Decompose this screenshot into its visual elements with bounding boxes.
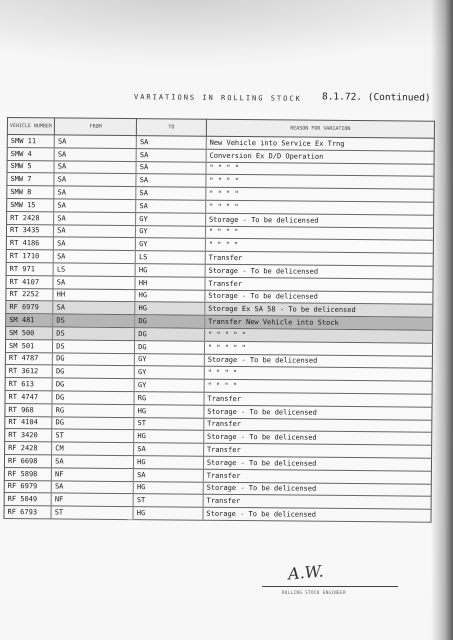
cell-to: ST: [134, 417, 204, 430]
cell-reason: " " " ": [205, 239, 433, 254]
cell-from: SA: [54, 148, 136, 162]
cell-reason: " " " ": [204, 367, 432, 382]
cell-vehicle: RF 2428: [5, 442, 52, 455]
cell-to: GY: [134, 366, 204, 379]
column-header-to: TO: [137, 119, 207, 137]
cell-vehicle: SMW 4: [7, 147, 54, 160]
cell-vehicle: SM 501: [5, 339, 52, 352]
cell-vehicle: RT 3435: [6, 224, 53, 237]
cell-reason: " " " ": [206, 162, 434, 177]
cell-reason: Transfer: [205, 277, 433, 292]
cell-from: SA: [54, 135, 136, 149]
cell-to: HH: [135, 276, 205, 289]
cell-to: SA: [134, 443, 204, 456]
column-header-reason: REASON FOR VARIATION: [206, 119, 434, 138]
cell-reason: Conversion Ex D/D Operation: [206, 149, 434, 164]
cell-to: HG: [134, 456, 204, 469]
cell-reason: Storage - To be delicensed: [204, 354, 432, 369]
cell-vehicle: RT 971: [6, 262, 53, 275]
cell-reason: Storage Ex SA 58 - To be delicensed: [205, 303, 433, 318]
cell-from: HH: [53, 288, 135, 302]
cell-vehicle: RT 968: [5, 403, 52, 416]
cell-vehicle: RT 1710: [6, 250, 53, 263]
cell-vehicle: RT 613: [5, 378, 52, 391]
cell-reason: Storage - To be delicensed: [204, 431, 432, 446]
cell-from: RG: [52, 404, 134, 418]
rolling-stock-table: [3, 117, 434, 523]
cell-reason: Transfer: [203, 469, 431, 484]
cell-vehicle: RF 6979: [4, 480, 51, 493]
cell-from: SA: [54, 173, 136, 187]
cell-to: SA: [136, 161, 206, 174]
cell-from: DG: [53, 352, 135, 366]
cell-from: SA: [53, 301, 135, 315]
cell-vehicle: RT 3612: [5, 365, 52, 378]
cell-reason: Storage - To be delicensed: [203, 456, 431, 471]
cell-to: DG: [135, 340, 205, 353]
cell-from: SA: [54, 186, 136, 200]
cell-from: DS: [53, 314, 135, 328]
cell-to: SA: [134, 468, 204, 481]
cell-from: DG: [52, 365, 134, 379]
cell-from: SA: [53, 250, 135, 264]
cell-from: DG: [52, 378, 134, 392]
cell-reason: Transfer: [204, 392, 432, 407]
cell-from: ST: [51, 506, 133, 520]
cell-vehicle: RF 5898: [4, 467, 51, 480]
cell-vehicle: SM 481: [6, 314, 53, 327]
cell-to: HG: [134, 404, 204, 417]
cell-from: LS: [53, 263, 135, 277]
cell-vehicle: RF 6698: [4, 454, 51, 467]
cell-to: GY: [136, 238, 206, 251]
cell-to: GY: [134, 379, 204, 392]
cell-from: SA: [52, 455, 134, 469]
cell-vehicle: SMW 8: [7, 186, 54, 199]
cell-reason: Storage - To be delicensed: [205, 213, 433, 228]
cell-reason: Transfer: [203, 495, 431, 510]
cell-reason: Storage - To be delicensed: [205, 264, 433, 279]
column-header-from: FROM: [55, 118, 137, 136]
cell-from: DG: [52, 391, 134, 405]
cell-vehicle: SMW 5: [7, 160, 54, 173]
cell-from: ST: [52, 429, 134, 443]
cell-reason: " " " ": [206, 175, 434, 190]
cell-to: HG: [134, 430, 204, 443]
cell-vehicle: RT 4787: [5, 352, 52, 365]
signature: A.W.: [287, 561, 325, 584]
cell-reason: Transfer New Vehicle into Stock: [205, 315, 433, 330]
cell-to: SA: [136, 148, 206, 161]
cell-from: SA: [54, 224, 136, 238]
cell-to: GY: [135, 353, 205, 366]
cell-to: ST: [133, 494, 203, 507]
cell-from: DS: [53, 327, 135, 341]
cell-vehicle: RT 3420: [5, 429, 52, 442]
cell-vehicle: RF 5049: [4, 493, 51, 506]
cell-from: SA: [53, 276, 135, 290]
cell-from: SA: [54, 212, 136, 226]
signature-title: ROLLING STOCK ENGINEER: [282, 590, 346, 595]
cell-reason: Storage - To be delicensed: [203, 482, 431, 497]
cell-to: DG: [135, 328, 205, 341]
signature-line: [262, 586, 398, 587]
cell-to: RG: [134, 392, 204, 405]
cell-vehicle: RT 4747: [5, 390, 52, 403]
cell-reason: Storage - To be delicensed: [204, 405, 432, 420]
page-title: VARIATIONS IN ROLLING STOCK: [133, 93, 302, 103]
cell-to: GY: [136, 225, 206, 238]
scan-shadow-top: [0, 0, 453, 70]
cell-reason: " " " " ": [204, 341, 432, 356]
cell-to: SA: [136, 187, 206, 200]
cell-reason: Transfer: [204, 418, 432, 433]
cell-reason: Storage - To be delicensed: [205, 290, 433, 305]
cell-reason: " " " " ": [204, 328, 432, 343]
cell-from: DG: [52, 416, 134, 430]
cell-from: CM: [52, 442, 134, 456]
cell-reason: Transfer: [205, 251, 433, 266]
cell-vehicle: RT 4107: [6, 275, 53, 288]
cell-from: SA: [54, 237, 136, 251]
page-date: 8.1.72. (Continued): [321, 91, 431, 104]
cell-to: HG: [135, 264, 205, 277]
cell-from: DS: [53, 340, 135, 354]
cell-vehicle: RF 6793: [4, 506, 51, 519]
cell-to: SA: [136, 200, 206, 213]
cell-reason: Storage - To be delicensed: [203, 507, 431, 522]
cell-to: HG: [133, 481, 203, 494]
cell-to: HG: [135, 302, 205, 315]
cell-reason: New Vehicle into Service Ex Trng: [206, 136, 434, 151]
cell-to: HG: [133, 507, 203, 520]
cell-vehicle: RT 2428: [7, 211, 54, 224]
cell-vehicle: RT 2252: [6, 288, 53, 301]
table-body: [4, 135, 434, 523]
cell-to: HG: [135, 289, 205, 302]
cell-reason: " " " ": [204, 379, 432, 394]
cell-from: SA: [54, 161, 136, 175]
cell-from: SA: [54, 199, 136, 213]
cell-vehicle: SMW 7: [7, 173, 54, 186]
cell-vehicle: RT 4186: [6, 237, 53, 250]
cell-vehicle: SMW 11: [7, 135, 54, 148]
cell-reason: Transfer: [203, 443, 431, 458]
cell-reason: " " " ": [206, 187, 434, 202]
cell-to: DG: [135, 315, 205, 328]
column-header-vehicle: VEHICLE NUMBER: [7, 118, 54, 135]
cell-reason: " " " ": [206, 200, 434, 215]
scan-shadow-right: [431, 0, 453, 640]
cell-to: SA: [136, 174, 206, 187]
cell-to: GY: [136, 212, 206, 225]
cell-vehicle: SMW 15: [7, 198, 54, 211]
cell-from: NF: [52, 468, 134, 482]
cell-from: SA: [51, 480, 133, 494]
cell-vehicle: RT 4104: [5, 416, 52, 429]
cell-vehicle: SM 500: [6, 326, 53, 339]
cell-from: NF: [51, 493, 133, 507]
cell-to: SA: [136, 136, 206, 149]
cell-reason: " " " ": [205, 226, 433, 241]
cell-vehicle: RF 6979: [6, 301, 53, 314]
cell-to: LS: [135, 251, 205, 264]
